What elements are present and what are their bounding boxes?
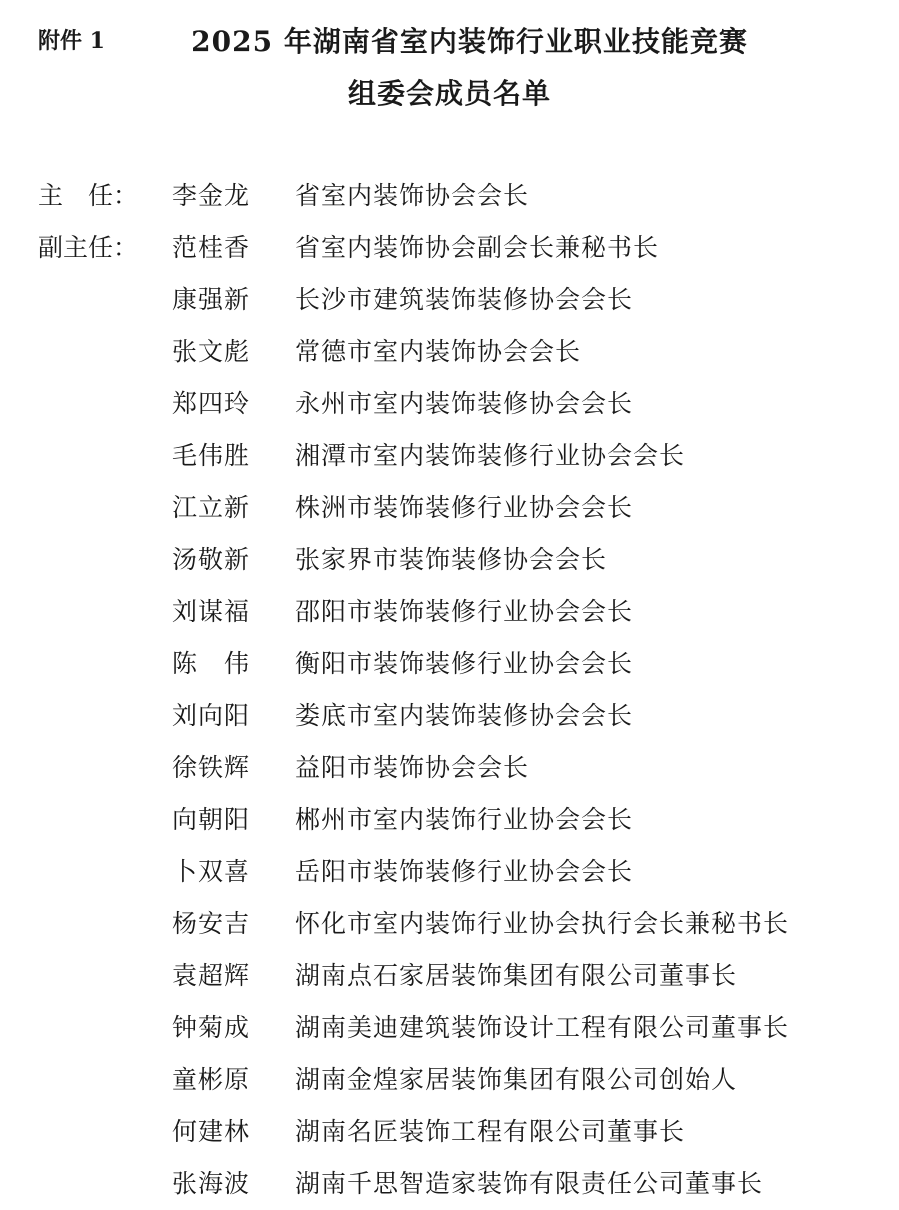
document-title-line1: 2025 年湖南省室内装饰行业职业技能竞赛 bbox=[191, 25, 748, 58]
member-name: 向朝阳 bbox=[172, 805, 251, 834]
member-name: 卜双喜 bbox=[172, 857, 251, 886]
member-position: 永州市室内装饰装修协会会长 bbox=[295, 389, 634, 418]
member-row bbox=[0, 1002, 899, 1054]
member-name: 汤敬新 bbox=[172, 545, 251, 574]
member-position: 省室内装饰协会副会长兼秘书长 bbox=[295, 233, 660, 262]
member-position: 省室内装饰协会会长 bbox=[295, 181, 530, 210]
member-position: 株洲市装饰装修行业协会会长 bbox=[295, 493, 634, 522]
member-name: 何建林 bbox=[172, 1117, 251, 1146]
member-position: 岳阳市装饰装修行业协会会长 bbox=[295, 857, 634, 886]
member-row bbox=[0, 170, 899, 222]
member-position: 常德市室内装饰协会会长 bbox=[295, 337, 582, 366]
member-name: 陈 伟 bbox=[172, 649, 251, 678]
member-name: 张文彪 bbox=[172, 337, 251, 366]
member-position: 湖南千思智造家装饰有限责任公司董事长 bbox=[295, 1169, 764, 1198]
member-position: 张家界市装饰装修协会会长 bbox=[295, 545, 608, 574]
member-row bbox=[0, 378, 899, 430]
member-role: 主 任： bbox=[38, 181, 139, 210]
member-row bbox=[0, 222, 899, 274]
member-position: 湖南名匠装饰工程有限公司董事长 bbox=[295, 1117, 686, 1146]
member-name: 刘谋福 bbox=[172, 597, 251, 626]
member-position: 湖南美迪建筑装饰设计工程有限公司董事长 bbox=[295, 1013, 790, 1042]
document-title-line2: 组委会成员名单 bbox=[347, 77, 551, 110]
member-name: 范桂香 bbox=[172, 233, 251, 262]
member-name: 刘向阳 bbox=[172, 701, 251, 730]
attachment-label: 附件 1 bbox=[38, 28, 105, 54]
member-name: 郑四玲 bbox=[172, 389, 251, 418]
member-row bbox=[0, 794, 899, 846]
member-name: 徐铁辉 bbox=[172, 753, 251, 782]
member-name: 张海波 bbox=[172, 1169, 251, 1198]
member-row bbox=[0, 1054, 899, 1106]
member-position: 娄底市室内装饰装修协会会长 bbox=[295, 701, 634, 730]
member-row bbox=[0, 482, 899, 534]
member-row bbox=[0, 326, 899, 378]
member-list bbox=[0, 170, 899, 1210]
member-row bbox=[0, 430, 899, 482]
member-row bbox=[0, 534, 899, 586]
member-row bbox=[0, 1106, 899, 1158]
member-name: 杨安吉 bbox=[172, 909, 251, 938]
member-position: 湖南金煌家居装饰集团有限公司创始人 bbox=[295, 1065, 738, 1094]
member-row bbox=[0, 846, 899, 898]
member-position: 湘潭市室内装饰装修行业协会会长 bbox=[295, 441, 686, 470]
member-position: 湖南点石家居装饰集团有限公司董事长 bbox=[295, 961, 738, 990]
member-position: 长沙市建筑装饰装修协会会长 bbox=[295, 285, 634, 314]
member-name: 康强新 bbox=[172, 285, 251, 314]
member-row bbox=[0, 690, 899, 742]
member-name: 毛伟胜 bbox=[172, 441, 251, 470]
member-position: 衡阳市装饰装修行业协会会长 bbox=[295, 649, 634, 678]
member-row bbox=[0, 586, 899, 638]
member-name: 钟菊成 bbox=[172, 1013, 251, 1042]
member-row bbox=[0, 950, 899, 1002]
member-position: 郴州市室内装饰行业协会会长 bbox=[295, 805, 634, 834]
member-position: 邵阳市装饰装修行业协会会长 bbox=[295, 597, 634, 626]
member-role: 副主任： bbox=[38, 233, 139, 262]
member-row bbox=[0, 638, 899, 690]
member-position: 益阳市装饰协会会长 bbox=[295, 753, 530, 782]
member-name: 童彬原 bbox=[172, 1065, 251, 1094]
member-name: 李金龙 bbox=[172, 181, 251, 210]
member-name: 袁超辉 bbox=[172, 961, 251, 990]
member-position: 怀化市室内装饰行业协会执行会长兼秘书长 bbox=[295, 909, 790, 938]
member-row bbox=[0, 898, 899, 950]
member-row bbox=[0, 274, 899, 326]
member-name: 江立新 bbox=[172, 493, 251, 522]
member-row bbox=[0, 1158, 899, 1210]
member-row bbox=[0, 742, 899, 794]
